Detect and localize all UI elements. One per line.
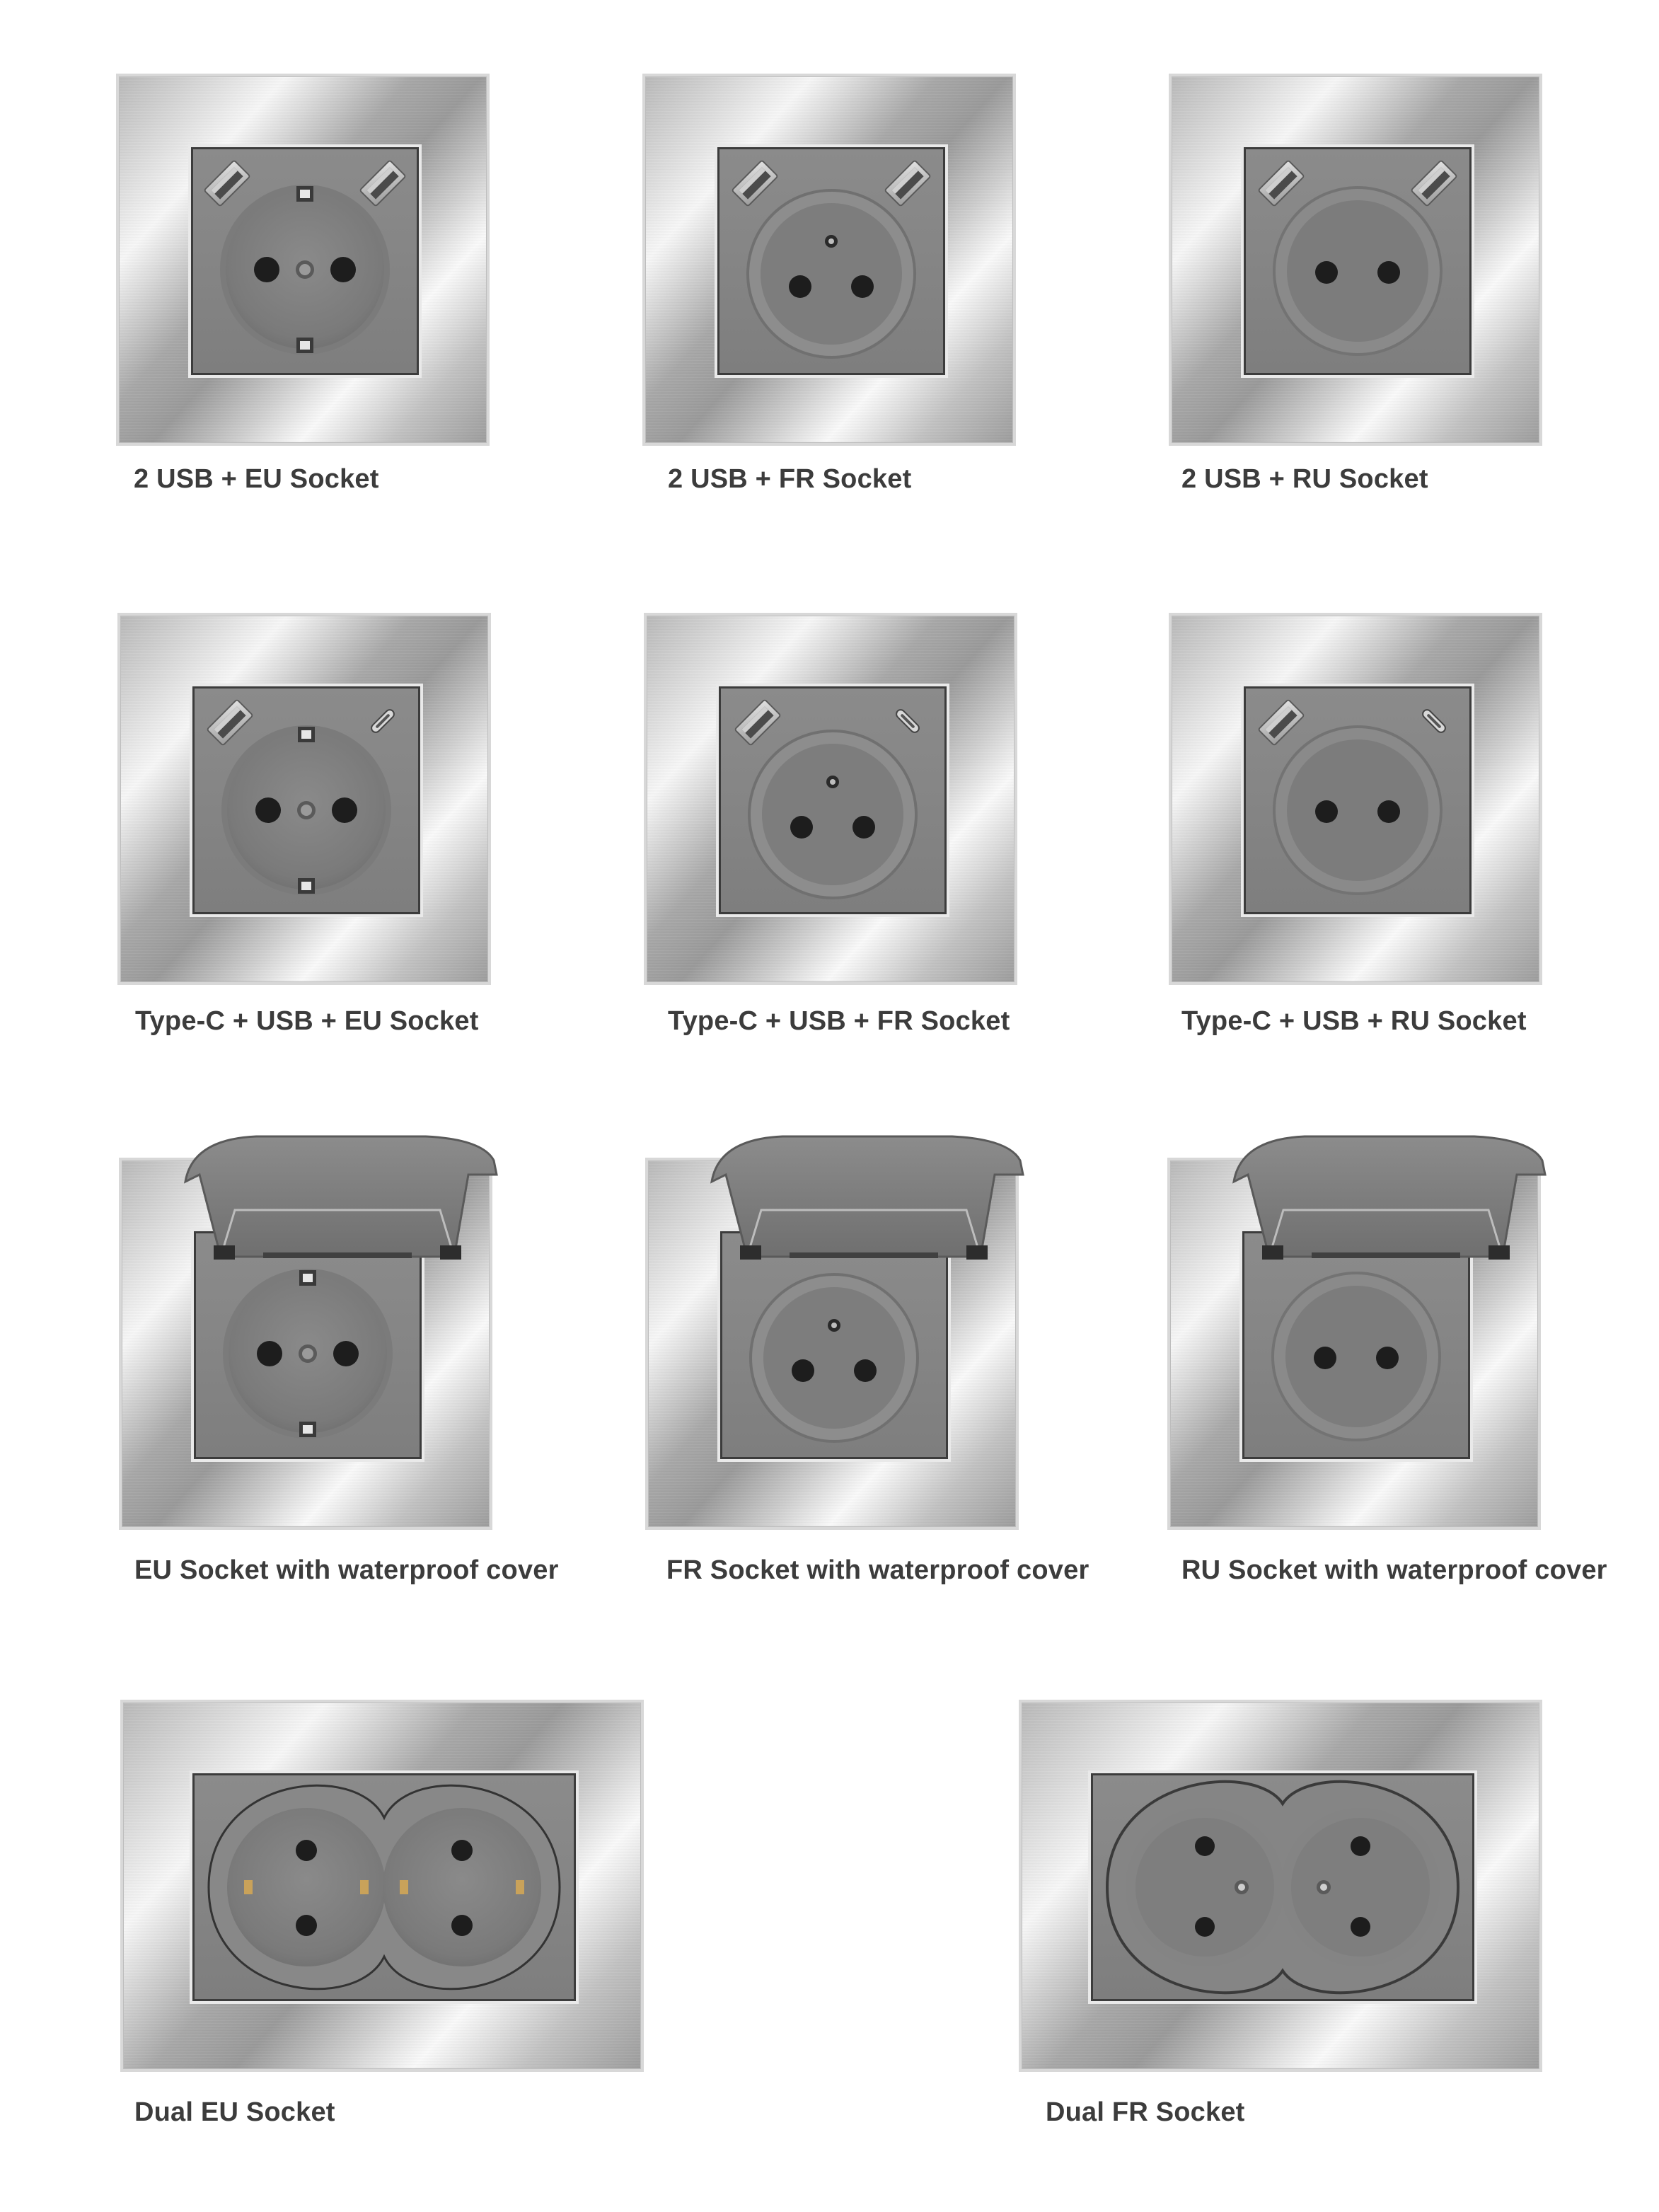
socket-module	[1242, 1231, 1470, 1459]
fr-socket-icon	[721, 689, 944, 912]
ru-socket-icon	[1244, 1233, 1468, 1457]
product-label: 2 USB + EU Socket	[134, 464, 379, 494]
product-label: RU Socket with waterproof cover	[1181, 1555, 1607, 1585]
steel-frame	[644, 613, 1017, 985]
product-label: Type-C + USB + EU Socket	[135, 1006, 479, 1036]
product-label: Dual EU Socket	[134, 2097, 335, 2127]
ru-socket-icon	[1246, 149, 1469, 373]
steel-frame	[1169, 613, 1542, 985]
ru-socket-icon	[1246, 689, 1469, 912]
steel-frame	[116, 74, 490, 446]
steel-frame	[642, 74, 1016, 446]
waterproof-cover-icon	[171, 1132, 501, 1260]
socket-module	[720, 1231, 948, 1459]
product-label: 2 USB + FR Socket	[668, 464, 912, 494]
product-label: Dual FR Socket	[1046, 2097, 1245, 2127]
socket-module	[1244, 686, 1472, 914]
socket-module	[192, 1773, 576, 2001]
socket-module	[1091, 1773, 1474, 2001]
steel-frame	[120, 1700, 644, 2072]
socket-module	[719, 686, 947, 914]
product-label: 2 USB + RU Socket	[1181, 464, 1428, 494]
waterproof-cover-icon	[1220, 1132, 1549, 1260]
product-label: Type-C + USB + FR Socket	[668, 1006, 1010, 1036]
eu-socket-icon	[195, 689, 418, 912]
fr-socket-icon	[719, 149, 943, 373]
socket-module	[194, 1231, 422, 1459]
dual-fr-socket-icon	[1093, 1775, 1472, 1999]
product-label: EU Socket with waterproof cover	[134, 1555, 559, 1585]
socket-module	[1244, 147, 1472, 375]
waterproof-cover-icon	[698, 1132, 1027, 1260]
eu-socket-icon	[196, 1233, 420, 1457]
socket-module	[191, 147, 419, 375]
steel-frame	[1019, 1700, 1542, 2072]
socket-module	[717, 147, 945, 375]
steel-frame	[117, 613, 491, 985]
socket-module	[192, 686, 420, 914]
product-label: Type-C + USB + RU Socket	[1181, 1006, 1527, 1036]
dual-eu-socket-icon	[195, 1775, 574, 1999]
product-label: FR Socket with waterproof cover	[666, 1555, 1089, 1585]
eu-socket-icon	[193, 149, 417, 373]
steel-frame	[1169, 74, 1542, 446]
fr-socket-icon	[722, 1233, 946, 1457]
